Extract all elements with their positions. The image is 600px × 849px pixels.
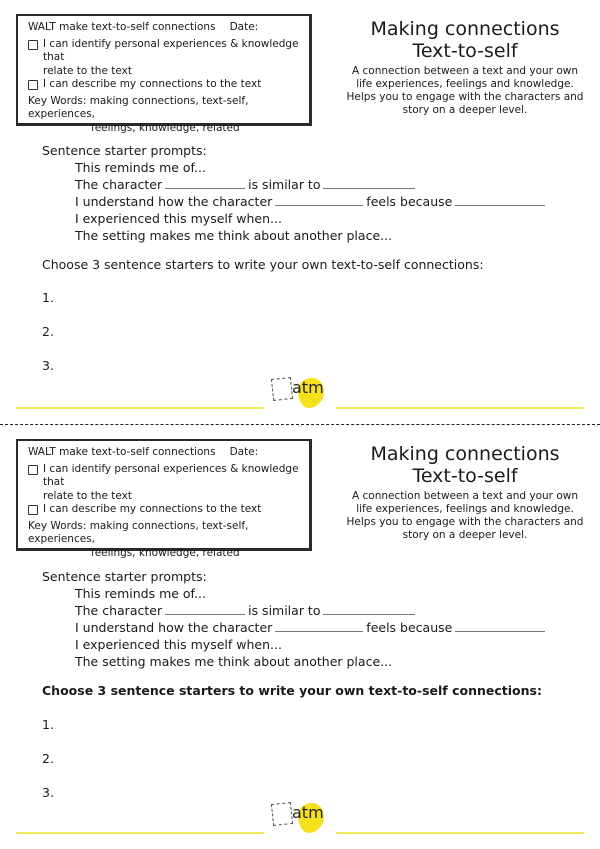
walt-box <box>16 439 312 559</box>
success-criterion <box>28 463 301 504</box>
prompt-list <box>42 159 548 244</box>
description-line: life experiences, feelings and knowledge. <box>356 503 574 515</box>
criterion-line: relate to the text <box>43 64 132 77</box>
date-label: Date: <box>229 446 259 458</box>
prompt-text: is similar to <box>248 177 321 192</box>
prompt-item: This reminds me of... <box>75 160 206 175</box>
checkbox[interactable] <box>28 505 38 515</box>
date-label: Date: <box>229 21 259 33</box>
key-words-line: feelings, knowledge, related <box>91 121 240 134</box>
logo-text: atm <box>292 378 324 397</box>
atm-logo <box>264 797 344 837</box>
key-words-line: Key Words: making connections, text-self, experiences, <box>28 519 249 545</box>
answer-number-2[interactable]: 2. <box>42 324 54 339</box>
success-criterion <box>28 503 301 517</box>
prompts-heading: Sentence starter prompts: <box>42 569 207 584</box>
key-words <box>28 520 301 561</box>
prompt-text: I understand how the character <box>75 620 273 635</box>
prompt-text: The character <box>75 177 163 192</box>
prompts-heading: Sentence starter prompts: <box>42 143 207 158</box>
description-line: Helps you to engage with the characters and <box>346 91 584 103</box>
task-instruction: Choose 3 sentence starters to write your own text-to-self connections: <box>42 683 542 698</box>
prompt-text: is similar to <box>248 603 321 618</box>
answer-number-1[interactable]: 1. <box>42 717 54 732</box>
title-block <box>340 18 590 117</box>
prompt-item <box>75 619 548 636</box>
dashed-box-icon <box>271 802 293 826</box>
success-criterion-text: I can describe my connections to the text <box>43 503 262 515</box>
prompt-text: feels because <box>366 620 453 635</box>
walt-header <box>28 21 301 35</box>
blank-field[interactable] <box>455 619 545 632</box>
prompt-item: The setting makes me think about another place... <box>75 654 393 669</box>
footer-rule-left <box>16 832 264 834</box>
footer-rule-right <box>336 407 584 409</box>
key-words-line: Key Words: making connections, text-self, experiences, <box>28 94 249 120</box>
blank-field[interactable] <box>323 602 415 615</box>
prompt-text: I understand how the character <box>75 194 273 209</box>
atm-logo <box>264 372 344 412</box>
description-line: Helps you to engage with the characters and <box>346 516 584 528</box>
answer-number-2[interactable]: 2. <box>42 751 54 766</box>
success-criterion-text <box>43 38 301 79</box>
success-criterion-text <box>43 463 301 504</box>
checkbox[interactable] <box>28 40 38 50</box>
key-words <box>28 95 301 136</box>
prompt-item <box>75 193 548 210</box>
prompt-item: I experienced this myself when... <box>75 211 282 226</box>
walt-objective: WALT make text-to-self connections <box>28 446 216 458</box>
prompt-item: I experienced this myself when... <box>75 637 282 652</box>
criterion-line: I can identify personal experiences & knowledge that <box>43 37 299 63</box>
prompt-text: feels because <box>366 194 453 209</box>
page-subtitle: Text-to-self <box>412 465 518 487</box>
title-description <box>340 490 590 542</box>
answer-number-3[interactable]: 3. <box>42 785 54 800</box>
description-line: A connection between a text and your own <box>352 490 578 502</box>
prompt-text: The character <box>75 603 163 618</box>
description-line: story on a deeper level. <box>402 529 528 541</box>
criterion-line: relate to the text <box>43 489 132 502</box>
description-line: life experiences, feelings and knowledge. <box>356 78 574 90</box>
description-line: A connection between a text and your own <box>352 65 578 77</box>
prompt-item: This reminds me of... <box>75 586 206 601</box>
blank-field[interactable] <box>323 176 415 189</box>
success-criterion-text: I can describe my connections to the text <box>43 78 262 90</box>
success-criterion <box>28 38 301 79</box>
walt-header <box>28 446 301 460</box>
criterion-line: I can identify personal experiences & knowledge that <box>43 462 299 488</box>
task-instruction: Choose 3 sentence starters to write your own text-to-self connections: <box>42 257 484 272</box>
blank-field[interactable] <box>165 176 245 189</box>
prompt-item <box>75 176 548 193</box>
answer-number-3[interactable]: 3. <box>42 358 54 373</box>
prompt-list <box>42 585 548 670</box>
success-criterion <box>28 78 301 92</box>
worksheet-top <box>0 0 600 424</box>
description-line: story on a deeper level. <box>402 104 528 116</box>
answer-number-1[interactable]: 1. <box>42 290 54 305</box>
footer-rule-right <box>336 832 584 834</box>
logo-text: atm <box>292 803 324 822</box>
prompt-item: The setting makes me think about another place... <box>75 228 393 243</box>
blank-field[interactable] <box>275 619 363 632</box>
sentence-prompts <box>42 142 548 244</box>
title-description <box>340 65 590 117</box>
blank-field[interactable] <box>275 193 363 206</box>
page-subtitle: Text-to-self <box>412 40 518 62</box>
worksheet-bottom <box>0 425 600 849</box>
walt-box <box>16 14 312 134</box>
key-words-line: feelings, knowledge, related <box>91 546 240 559</box>
sentence-prompts <box>42 568 548 670</box>
page-title: Making connections <box>370 18 560 40</box>
dashed-box-icon <box>271 377 293 401</box>
footer-rule-left <box>16 407 264 409</box>
blank-field[interactable] <box>455 193 545 206</box>
checkbox[interactable] <box>28 80 38 90</box>
walt-objective: WALT make text-to-self connections <box>28 21 216 33</box>
page-title: Making connections <box>370 443 560 465</box>
checkbox[interactable] <box>28 465 38 475</box>
blank-field[interactable] <box>165 602 245 615</box>
prompt-item <box>75 602 548 619</box>
title-block <box>340 443 590 542</box>
